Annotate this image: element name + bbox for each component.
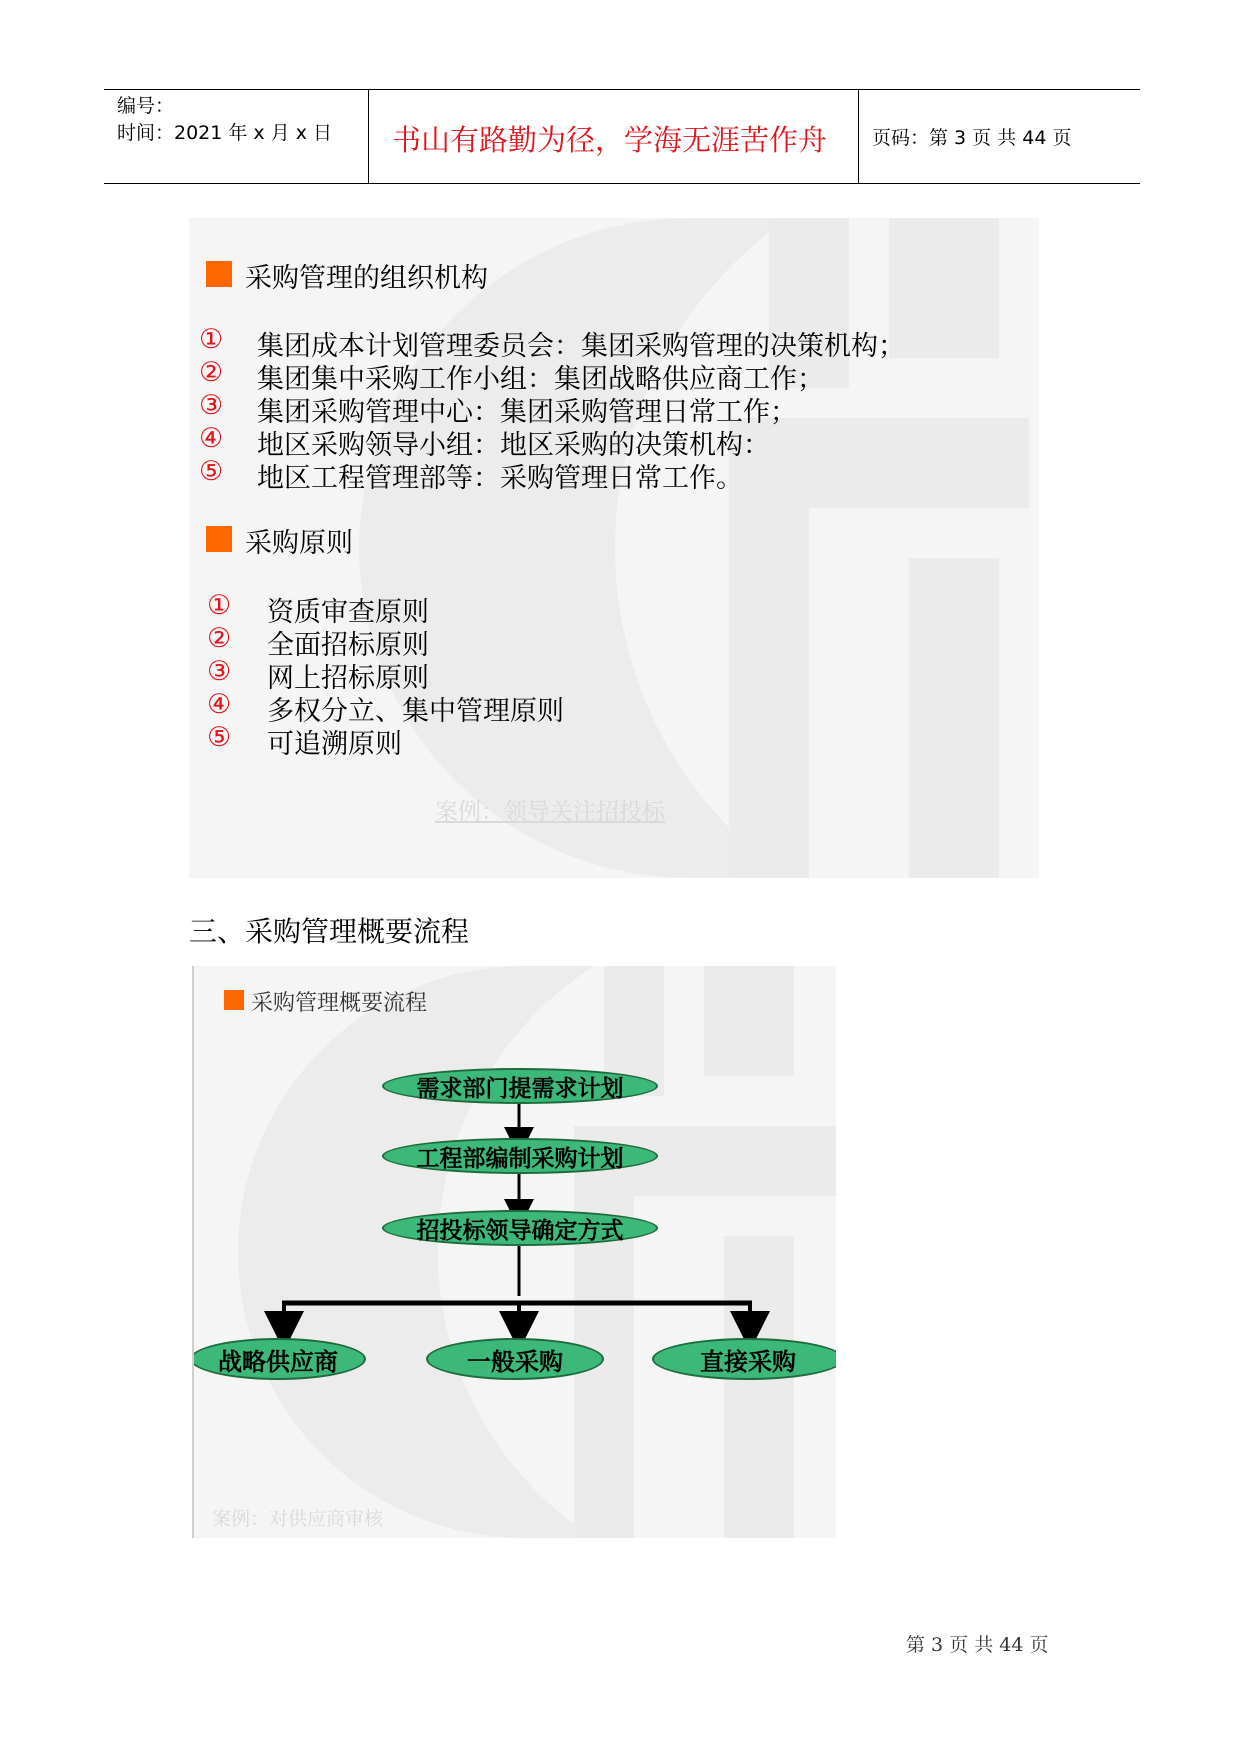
item-number: ①: [199, 324, 224, 355]
principle-item: [207, 722, 402, 761]
header-divider-left: [368, 90, 369, 183]
item-number: ③: [199, 390, 224, 421]
item-text: 全面招标原则: [267, 630, 429, 661]
slide-flowchart: [192, 966, 836, 1538]
serial-label: 编号：: [117, 95, 175, 117]
flow-branch-node: 战略供应商: [192, 1338, 366, 1380]
section-heading: 三、采购管理概要流程: [189, 915, 470, 948]
flowchart-nodes: [194, 966, 836, 1538]
flow-step-node: 工程部编制采购计划: [382, 1138, 658, 1174]
item-number: ④: [199, 423, 224, 454]
org-item: [199, 456, 743, 495]
item-number: ③: [207, 656, 232, 687]
flow-step-node: 招投标领导确定方式: [382, 1210, 658, 1246]
flowchart-title: 采购管理概要流程: [251, 991, 428, 1016]
page-footer: 第 3 页 共 44 页: [906, 1634, 1049, 1656]
item-number: ①: [207, 590, 232, 621]
item-text: 集团采购管理中心：集团采购管理日常工作；: [257, 397, 797, 428]
header-bottom-rule: [104, 183, 1140, 184]
case-caption: 案例：对供应商审核: [212, 1508, 384, 1530]
item-number: ⑤: [199, 456, 224, 487]
item-number: ②: [207, 623, 232, 654]
item-text: 可追溯原则: [267, 729, 402, 760]
header-motto: 书山有路勤为径，学海无涯苦作舟: [392, 123, 828, 157]
page-label: 页码：第 3 页 共 44 页: [872, 127, 1072, 149]
item-text: 地区工程管理部等：采购管理日常工作。: [257, 463, 743, 494]
item-text: 集团成本计划管理委员会：集团采购管理的决策机构；: [257, 331, 905, 362]
item-text: 多权分立、集中管理原则: [267, 696, 564, 727]
slide-organization: [189, 218, 1039, 878]
time-label: 时间：2021 年 x 月 x 日: [117, 122, 333, 144]
section-title-principles: 采购原则: [245, 528, 353, 559]
section-bullet-icon: [206, 261, 232, 287]
section-bullet-icon: [206, 526, 232, 552]
section-title-org: 采购管理的组织机构: [245, 263, 488, 294]
item-text: 网上招标原则: [267, 663, 429, 694]
flow-step-node: 需求部门提需求计划: [382, 1068, 658, 1104]
header-divider-right: [858, 90, 859, 183]
header-top-rule: [104, 89, 1140, 90]
item-number: ⑤: [207, 722, 232, 753]
case-caption: 案例：领导关注招投标: [435, 799, 665, 825]
item-number: ④: [207, 689, 232, 720]
flow-branch-node: 直接采购: [652, 1338, 836, 1380]
item-number: ②: [199, 357, 224, 388]
flow-branch-node: 一般采购: [426, 1338, 604, 1380]
item-text: 地区采购领导小组：地区采购的决策机构：: [257, 430, 770, 461]
item-text: 资质审查原则: [267, 597, 429, 628]
item-text: 集团集中采购工作小组：集团战略供应商工作；: [257, 364, 824, 395]
